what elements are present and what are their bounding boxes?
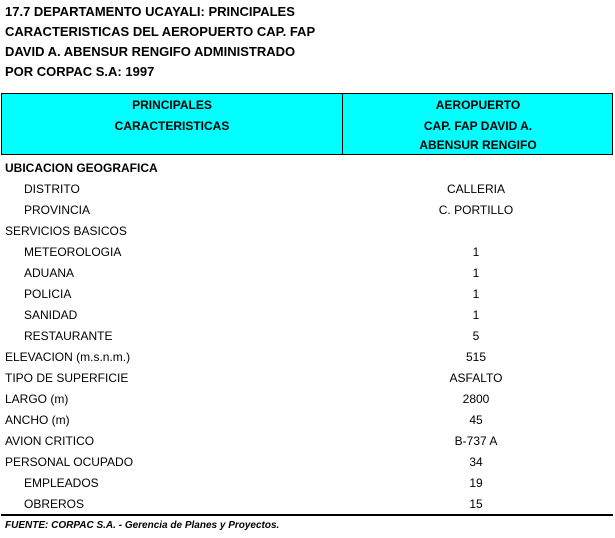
- row-label: DISTRITO: [24, 182, 80, 196]
- row-value: ASFALTO: [449, 371, 503, 385]
- row-label: SERVICIOS BASICOS: [5, 224, 127, 238]
- table-bottom-rule: [1, 514, 613, 516]
- table-body: [0, 158, 615, 515]
- header-characteristics: [2, 94, 342, 154]
- table-row: [0, 326, 615, 347]
- row-value: 45: [469, 413, 483, 427]
- row-label: PERSONAL OCUPADO: [5, 455, 134, 469]
- row-label: ADUANA: [24, 266, 75, 280]
- table-row: [0, 473, 615, 494]
- header-airport: [343, 94, 613, 154]
- page-title: [5, 2, 610, 82]
- row-value: CALLERIA: [446, 182, 506, 196]
- row-label: POLICIA: [24, 287, 72, 301]
- row-label: SANIDAD: [24, 308, 78, 322]
- header-left-line-2: CARACTERISTICAS: [114, 119, 230, 133]
- row-value: 2800: [462, 392, 490, 406]
- row-label: LARGO (m): [5, 392, 69, 406]
- table-row: [0, 200, 615, 221]
- table-row: [0, 284, 615, 305]
- row-value: B-737 A: [454, 434, 498, 448]
- row-label: OBREROS: [24, 497, 85, 511]
- header-right-line-3: ABENSUR RENGIFO: [419, 138, 537, 152]
- row-value: 515: [465, 350, 487, 364]
- row-label: UBICACION GEOGRAFICA: [5, 161, 158, 175]
- table-row: [0, 263, 615, 284]
- row-value: 34: [469, 455, 483, 469]
- row-label: ELEVACION (m.s.n.m.): [5, 350, 131, 364]
- row-label: AVION CRITICO: [5, 434, 95, 448]
- title-line-1: 17.7 DEPARTAMENTO UCAYALI: PRINCIPALES: [5, 4, 295, 19]
- row-value: 5: [472, 329, 480, 343]
- row-value: 1: [472, 287, 480, 301]
- header-left-line-1: PRINCIPALES: [132, 98, 212, 112]
- row-label: METEOROLOGIA: [24, 245, 122, 259]
- row-label: TIPO DE SUPERFICIE: [5, 371, 129, 385]
- row-value: C. PORTILLO: [438, 203, 514, 217]
- table-header: [1, 93, 613, 155]
- row-value: 1: [472, 245, 480, 259]
- table-row: [0, 347, 615, 368]
- header-right-line-2: CAP. FAP DAVID A.: [423, 119, 533, 133]
- row-label: PROVINCIA: [24, 203, 91, 217]
- title-line-3: DAVID A. ABENSUR RENGIFO ADMINISTRADO: [5, 44, 296, 59]
- row-label: EMPLEADOS: [24, 476, 99, 490]
- table-row: [0, 242, 615, 263]
- row-value: 1: [472, 266, 480, 280]
- table-row: [0, 494, 615, 515]
- row-value: 15: [469, 497, 483, 511]
- header-right-line-1: AEROPUERTO: [435, 98, 521, 112]
- table-row: [0, 179, 615, 200]
- table-row: [0, 158, 615, 179]
- title-line-2: CARACTERISTICAS DEL AEROPUERTO CAP. FAP: [5, 24, 316, 39]
- table-row: [0, 389, 615, 410]
- table-row: [0, 410, 615, 431]
- row-value: 1: [472, 308, 480, 322]
- table-row: [0, 368, 615, 389]
- source-note: FUENTE: CORPAC S.A. - Gerencia de Planes y Proyectos.: [5, 520, 280, 531]
- row-value: 19: [469, 476, 483, 490]
- table-row: [0, 431, 615, 452]
- title-line-4: POR CORPAC S.A: 1997: [5, 64, 155, 79]
- table-row: [0, 305, 615, 326]
- table-row: [0, 452, 615, 473]
- row-label: ANCHO (m): [5, 413, 70, 427]
- table-row: [0, 221, 615, 242]
- row-label: RESTAURANTE: [24, 329, 113, 343]
